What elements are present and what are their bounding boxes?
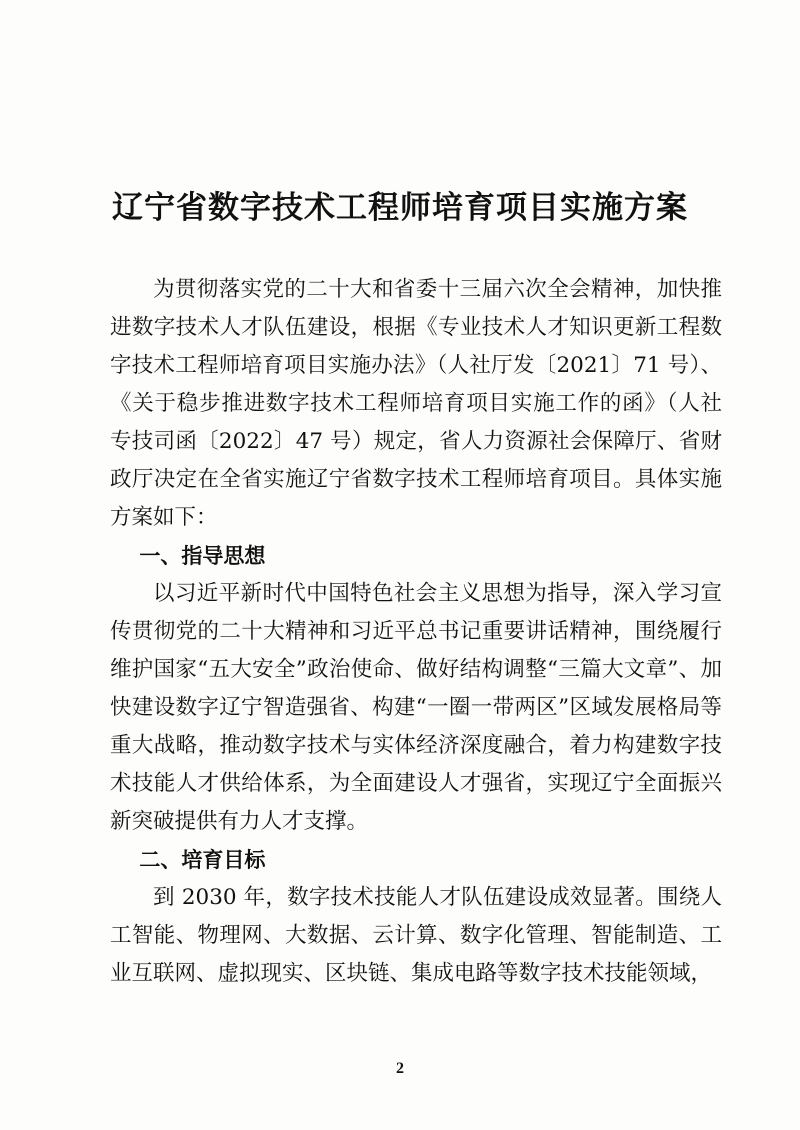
intro-paragraph: 为贯彻落实党的二十大和省委十三届六次全会精神，加快推进数字技术人才队伍建设，根据《专业技术人才知识更新工程数字技术工程师培育项目实施办法》（人社厅发〔2021〕71 号）、《关于稳步推进数字技术工程师培育项目实施工作的函》（人社专技司函〔2022〕47 号）规定，省人力资源社会保障厅、省财政厅决定在全省实施辽宁省数字技术工程师培育项目。具体实施方案如下： [110,277,722,530]
document-body [110,271,722,993]
section-heading-cultivation-goals: 二、培育目标 [139,848,266,872]
section-heading-guiding-ideology: 一、指导思想 [139,544,266,568]
document-title: 辽宁省数字技术工程师培育项目实施方案 [112,190,688,226]
section-paragraph-cultivation-goals: 到 2030 年，数字技术技能人才队伍建设成效显著。围绕人工智能、物理网、大数据、云计算、数字化管理、智能制造、工业互联网、虚拟现实、区块链、集成电路等数字技术技能领域， [110,885,722,986]
section-paragraph-guiding-ideology: 以习近平新时代中国特色社会主义思想为指导，深入学习宣传贯彻党的二十大精神和习近平总书记重要讲话精神，围绕履行维护国家“五大安全”政治使命、做好结构调整“三篇大文章”、加快建设数字辽宁智造强省、构建“一圈一带两区”区域发展格局等重大战略，推动数字技术与实体经济深度融合，着力构建数字技术技能人才供给体系，为全面建设人才强省，实现辽宁全面振兴新突破提供有力人才支撑。 [110,581,722,834]
page-number: 2 [396,1060,404,1077]
